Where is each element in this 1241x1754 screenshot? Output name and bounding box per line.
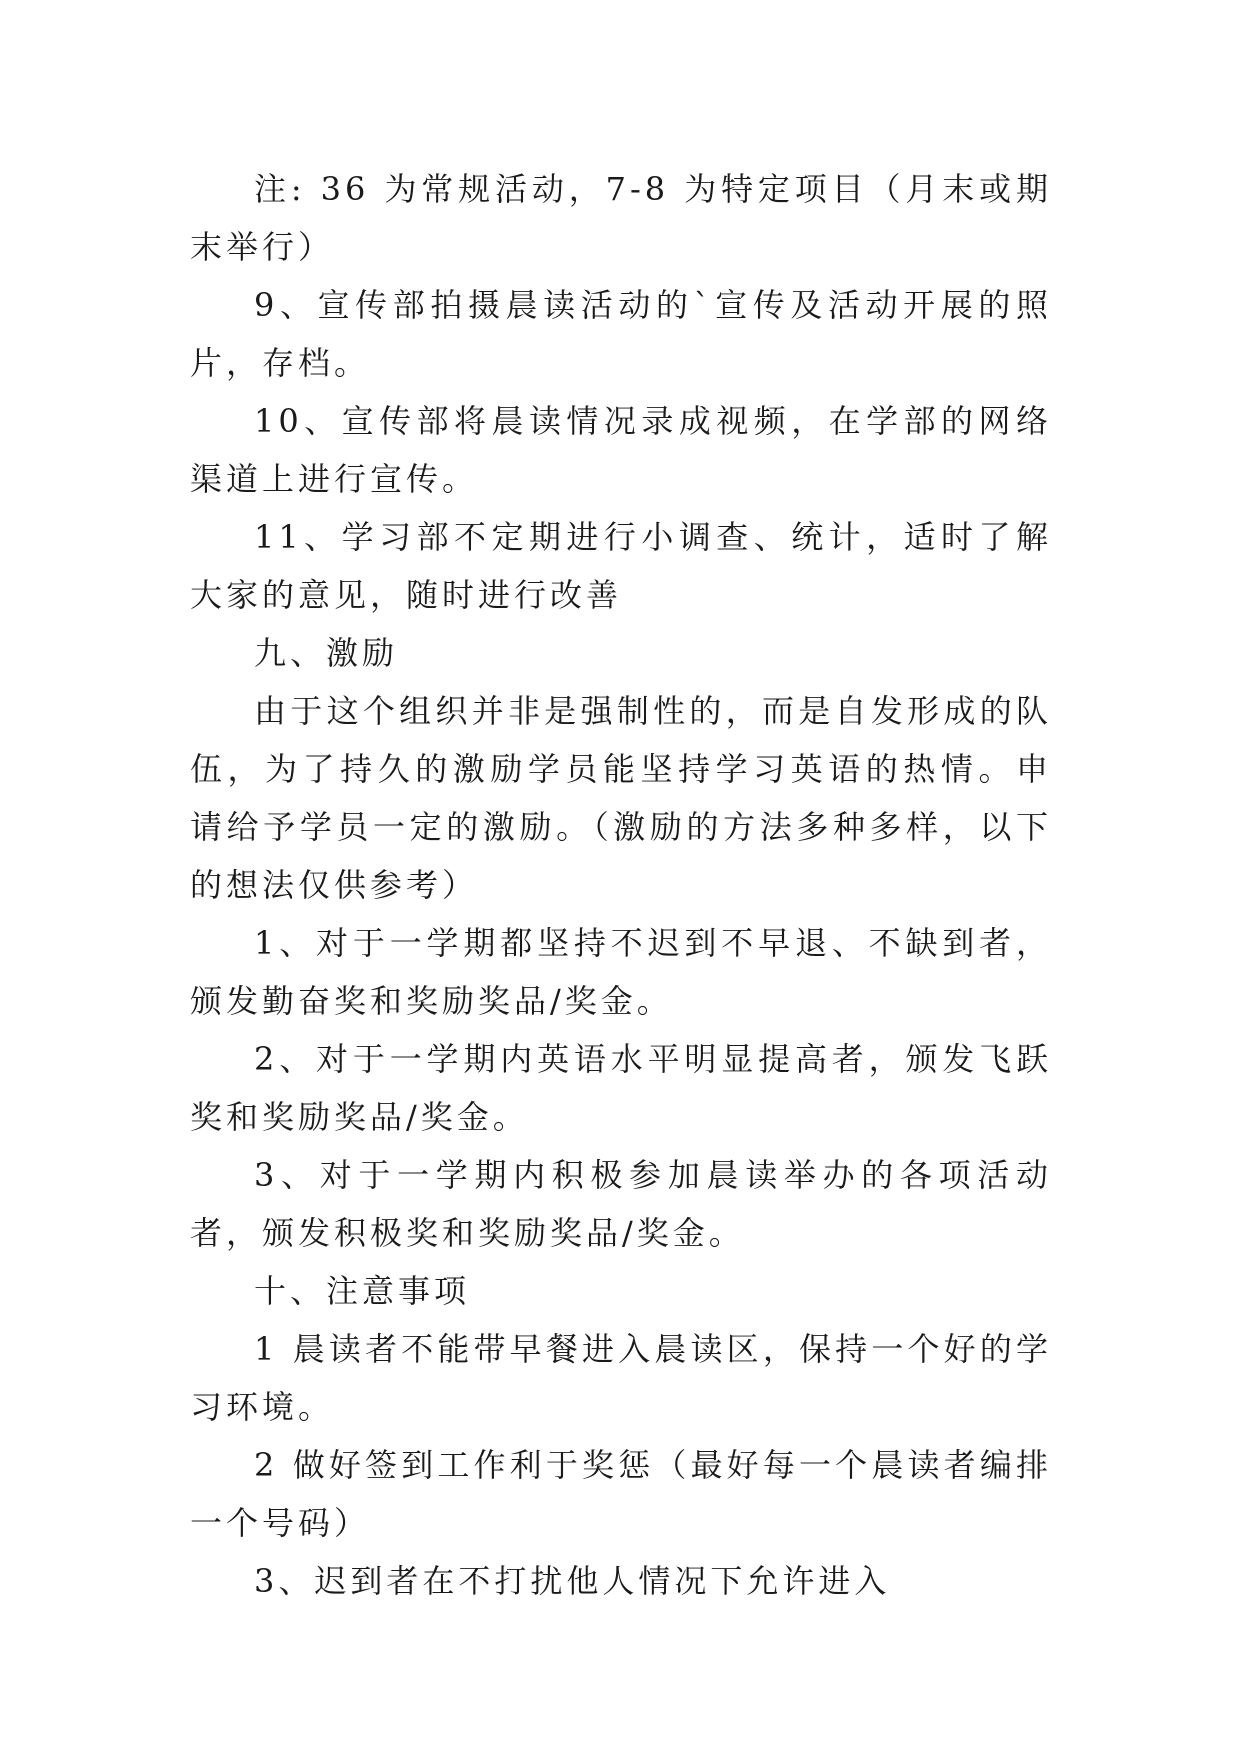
incentive-intro-paragraph: 由于这个组织并非是强制性的，而是自发形成的队伍，为了持久的激励学员能坚持学习英语的热情。申请给予学员一定的激励。（激励的方法多种多样，以下的想法仅供参考） (190, 692, 1052, 904)
item-10-paragraph: 10、宣传部将晨读情况录成视频，在学部的网络渠道上进行宣传。 (190, 402, 1052, 498)
notice-2-paragraph: 2 做好签到工作利于奖惩（最好每一个晨读者编排一个号码） (190, 1446, 1052, 1542)
document-body (190, 160, 1052, 1610)
incentive-3-paragraph: 3、对于一学期内积极参加晨读举办的各项活动者，颁发积极奖和奖励奖品/奖金。 (190, 1156, 1052, 1252)
item-11-paragraph: 11、学习部不定期进行小调查、统计，适时了解大家的意见，随时进行改善 (190, 518, 1052, 614)
incentive-1-paragraph: 1、对于一学期都坚持不迟到不早退、不缺到者，颁发勤奋奖和奖励奖品/奖金。 (190, 924, 1052, 1020)
incentive-2-paragraph: 2、对于一学期内英语水平明显提高者，颁发飞跃奖和奖励奖品/奖金。 (190, 1040, 1052, 1136)
item-9-paragraph: 9、宣传部拍摄晨读活动的`宣传及活动开展的照片，存档。 (190, 286, 1052, 382)
notice-3-paragraph: 3、迟到者在不打扰他人情况下允许进入 (254, 1562, 891, 1600)
section-heading-notices: 十、注意事项 (254, 1272, 471, 1310)
notice-1-paragraph: 1 晨读者不能带早餐进入晨读区，保持一个好的学习环境。 (190, 1330, 1052, 1426)
section-heading-incentives: 九、激励 (254, 634, 399, 672)
note-paragraph: 注: 36 为常规活动，7-8 为特定项目（月末或期末举行） (190, 170, 1052, 266)
